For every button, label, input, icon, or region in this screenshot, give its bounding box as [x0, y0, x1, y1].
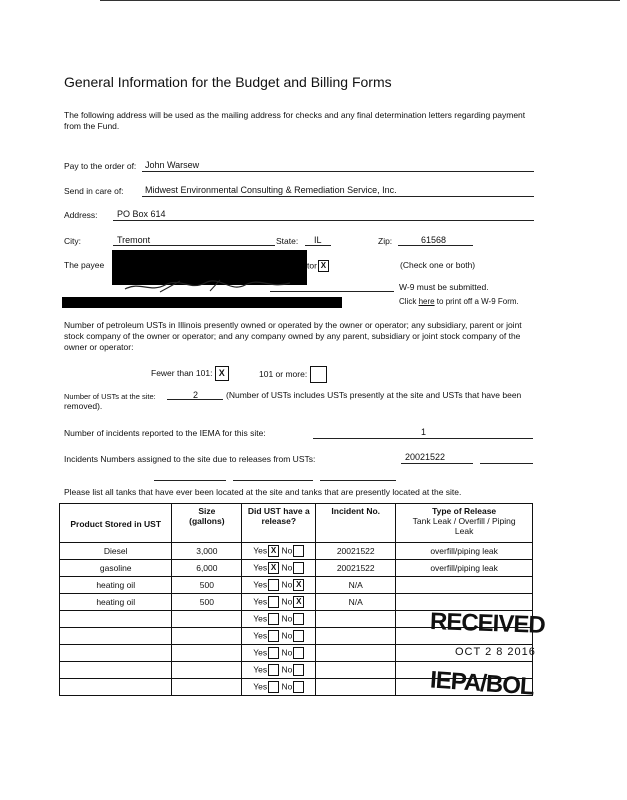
- incident-numbers-label: Incidents Numbers assigned to the site due to releases from USTs:: [64, 454, 316, 464]
- cell-release: [242, 543, 316, 560]
- no-label: No: [281, 647, 293, 658]
- incidents-reported-value[interactable]: 1: [421, 427, 427, 437]
- w9-link-pre: Click: [399, 297, 419, 306]
- yes-checkbox[interactable]: [268, 613, 279, 625]
- yes-checkbox[interactable]: [268, 681, 279, 693]
- cell-release: [242, 560, 316, 577]
- more-label: 101 or more:: [259, 368, 308, 379]
- ownership-question-text: Number of petroleum USTs in Illinois presently owned or operated by the owner or operator; any subsidiary, parent or joint stock company of the owner or operator; and any company owned by any parent, subsidiary or joint stock company of the owner or operator:: [64, 320, 522, 352]
- yes-checkbox[interactable]: [268, 579, 279, 591]
- cell-incident[interactable]: N/A: [316, 594, 396, 611]
- operator-fragment: tor: [307, 260, 317, 271]
- no-label: No: [281, 630, 293, 641]
- header-incident: Incident No.: [316, 504, 396, 543]
- cell-size[interactable]: 3,000: [172, 543, 242, 560]
- cell-product[interactable]: [60, 628, 172, 645]
- pay-to-label: Pay to the order of:: [64, 161, 137, 171]
- cell-type[interactable]: overfill/piping leak: [396, 560, 533, 577]
- more-than-101: [259, 366, 327, 383]
- check-one-note: (Check one or both): [400, 260, 476, 270]
- header-release: [242, 504, 316, 543]
- header-type: [396, 504, 533, 543]
- cell-incident[interactable]: [316, 645, 396, 662]
- no-label: No: [281, 562, 293, 573]
- cell-size[interactable]: 500: [172, 577, 242, 594]
- cell-product[interactable]: Diesel: [60, 543, 172, 560]
- yes-checkbox[interactable]: X: [268, 562, 279, 574]
- no-checkbox[interactable]: [293, 630, 304, 642]
- cell-size[interactable]: [172, 679, 242, 696]
- cell-incident[interactable]: [316, 679, 396, 696]
- yes-label: Yes: [253, 562, 268, 573]
- state-label: State:: [276, 236, 299, 246]
- payee-is-label: The payee: [64, 260, 105, 270]
- agency-stamp: IEPA/BOL: [429, 666, 535, 701]
- cell-type[interactable]: [396, 594, 533, 611]
- w9-link[interactable]: here: [418, 297, 435, 306]
- cell-incident[interactable]: 20021522: [316, 560, 396, 577]
- cell-size[interactable]: [172, 662, 242, 679]
- yes-checkbox[interactable]: [268, 647, 279, 659]
- table-header-row: [60, 504, 533, 543]
- signature-scribble: [120, 277, 300, 295]
- no-label: No: [281, 664, 293, 675]
- incident-numbers-value[interactable]: 20021522: [405, 452, 446, 462]
- header-size: [172, 504, 242, 543]
- more-checkbox[interactable]: [310, 366, 327, 383]
- yes-label: Yes: [253, 545, 268, 556]
- ust-count-note-text: (Number of USTs includes USTs presently at the site and USTs that have been removed).: [64, 390, 522, 411]
- fewer-than-101: [151, 366, 229, 381]
- ownership-question: [64, 320, 534, 353]
- zip-value[interactable]: 61568: [421, 235, 447, 245]
- cell-product[interactable]: [60, 611, 172, 628]
- no-checkbox[interactable]: [293, 562, 304, 574]
- fewer-checkbox[interactable]: X: [215, 366, 229, 381]
- incidents-reported-label: Number of incidents reported to the IEMA for this site:: [64, 428, 266, 438]
- state-value[interactable]: IL: [314, 235, 322, 245]
- intro-text: [64, 110, 534, 132]
- cell-product[interactable]: gasoline: [60, 560, 172, 577]
- cell-release: [242, 594, 316, 611]
- no-checkbox[interactable]: [293, 613, 304, 625]
- no-label: No: [281, 613, 293, 624]
- ust-count-value[interactable]: 2: [193, 390, 199, 400]
- yes-checkbox[interactable]: [268, 596, 279, 608]
- operator-label: [307, 260, 329, 272]
- table-row: [60, 577, 533, 594]
- no-checkbox[interactable]: [293, 647, 304, 659]
- fewer-label: Fewer than 101:: [151, 367, 213, 378]
- city-value[interactable]: Tremont: [117, 235, 151, 245]
- cell-release: [242, 679, 316, 696]
- cell-size[interactable]: 500: [172, 594, 242, 611]
- cell-product[interactable]: [60, 662, 172, 679]
- no-label: No: [281, 681, 293, 692]
- cell-incident[interactable]: [316, 662, 396, 679]
- ust-count-label: Number of USTs at the site:: [64, 392, 156, 401]
- w9-note: W-9 must be submitted.: [399, 282, 489, 292]
- cell-size[interactable]: [172, 645, 242, 662]
- table-row: [60, 560, 533, 577]
- no-label: No: [281, 596, 293, 607]
- cell-product[interactable]: heating oil: [60, 577, 172, 594]
- city-label: City:: [64, 236, 81, 246]
- table-row: [60, 594, 533, 611]
- cell-size[interactable]: 6,000: [172, 560, 242, 577]
- w9-link-row: [399, 297, 519, 306]
- pay-to-value[interactable]: John Warsew: [145, 160, 200, 170]
- cell-release: [242, 611, 316, 628]
- cell-size[interactable]: [172, 628, 242, 645]
- yes-checkbox[interactable]: [268, 630, 279, 642]
- cell-release: [242, 645, 316, 662]
- no-checkbox[interactable]: [293, 545, 304, 557]
- yes-checkbox[interactable]: X: [268, 545, 279, 557]
- cell-release: [242, 662, 316, 679]
- address-value[interactable]: PO Box 614: [117, 209, 166, 219]
- care-of-value[interactable]: Midwest Environmental Consulting & Remediation Service, Inc.: [145, 185, 397, 195]
- cell-release: [242, 577, 316, 594]
- cell-product[interactable]: [60, 645, 172, 662]
- ust-table: [59, 503, 533, 696]
- yes-label: Yes: [253, 630, 268, 641]
- address-label: Address:: [64, 210, 98, 220]
- no-checkbox[interactable]: [293, 681, 304, 693]
- cell-type[interactable]: overfill/piping leak: [396, 543, 533, 560]
- cell-incident[interactable]: [316, 628, 396, 645]
- yes-label: Yes: [253, 681, 268, 692]
- yes-label: Yes: [253, 579, 268, 590]
- header-release-text: Did UST have a release?: [247, 506, 310, 526]
- yes-label: Yes: [253, 613, 268, 624]
- received-date: OCT 2 8 2016: [455, 646, 536, 658]
- cell-product[interactable]: heating oil: [60, 594, 172, 611]
- received-stamp: RECEIVED: [429, 608, 546, 639]
- operator-checkbox[interactable]: X: [318, 260, 329, 272]
- no-checkbox[interactable]: [293, 664, 304, 676]
- cell-type[interactable]: [396, 577, 533, 594]
- cell-incident[interactable]: 20021522: [316, 543, 396, 560]
- cell-incident[interactable]: [316, 611, 396, 628]
- cell-release: [242, 628, 316, 645]
- w9-link-post: to print off a W-9 Form.: [434, 297, 519, 306]
- zip-label: Zip:: [378, 236, 393, 246]
- intro-text-content: The following address will be used as the mailing address for checks and any final determination letters regarding payment from the Fund.: [64, 110, 526, 131]
- yes-label: Yes: [253, 596, 268, 607]
- no-label: No: [281, 545, 293, 556]
- ust-count-note: [64, 390, 534, 412]
- cell-incident[interactable]: N/A: [316, 577, 396, 594]
- no-label: No: [281, 579, 293, 590]
- header-size-text: Size (gallons): [189, 506, 225, 526]
- cell-size[interactable]: [172, 611, 242, 628]
- tank-list-intro: Please list all tanks that have ever been located at the site and tanks that are presently located at the site.: [64, 487, 462, 497]
- cell-product[interactable]: [60, 679, 172, 696]
- no-checkbox[interactable]: X: [293, 579, 304, 591]
- header-product: Product Stored in UST: [60, 504, 172, 543]
- yes-checkbox[interactable]: [268, 664, 279, 676]
- table-row: [60, 543, 533, 560]
- header-type-sub: Tank Leak / Overfill / Piping Leak: [412, 516, 516, 536]
- page-title: General Information for the Budget and Billing Forms: [64, 74, 392, 90]
- yes-label: Yes: [253, 664, 268, 675]
- header-type-title: Type of Release: [432, 506, 497, 516]
- no-checkbox[interactable]: X: [293, 596, 304, 608]
- redaction-bar: [62, 297, 342, 308]
- care-of-label: Send in care of:: [64, 186, 124, 196]
- yes-label: Yes: [253, 647, 268, 658]
